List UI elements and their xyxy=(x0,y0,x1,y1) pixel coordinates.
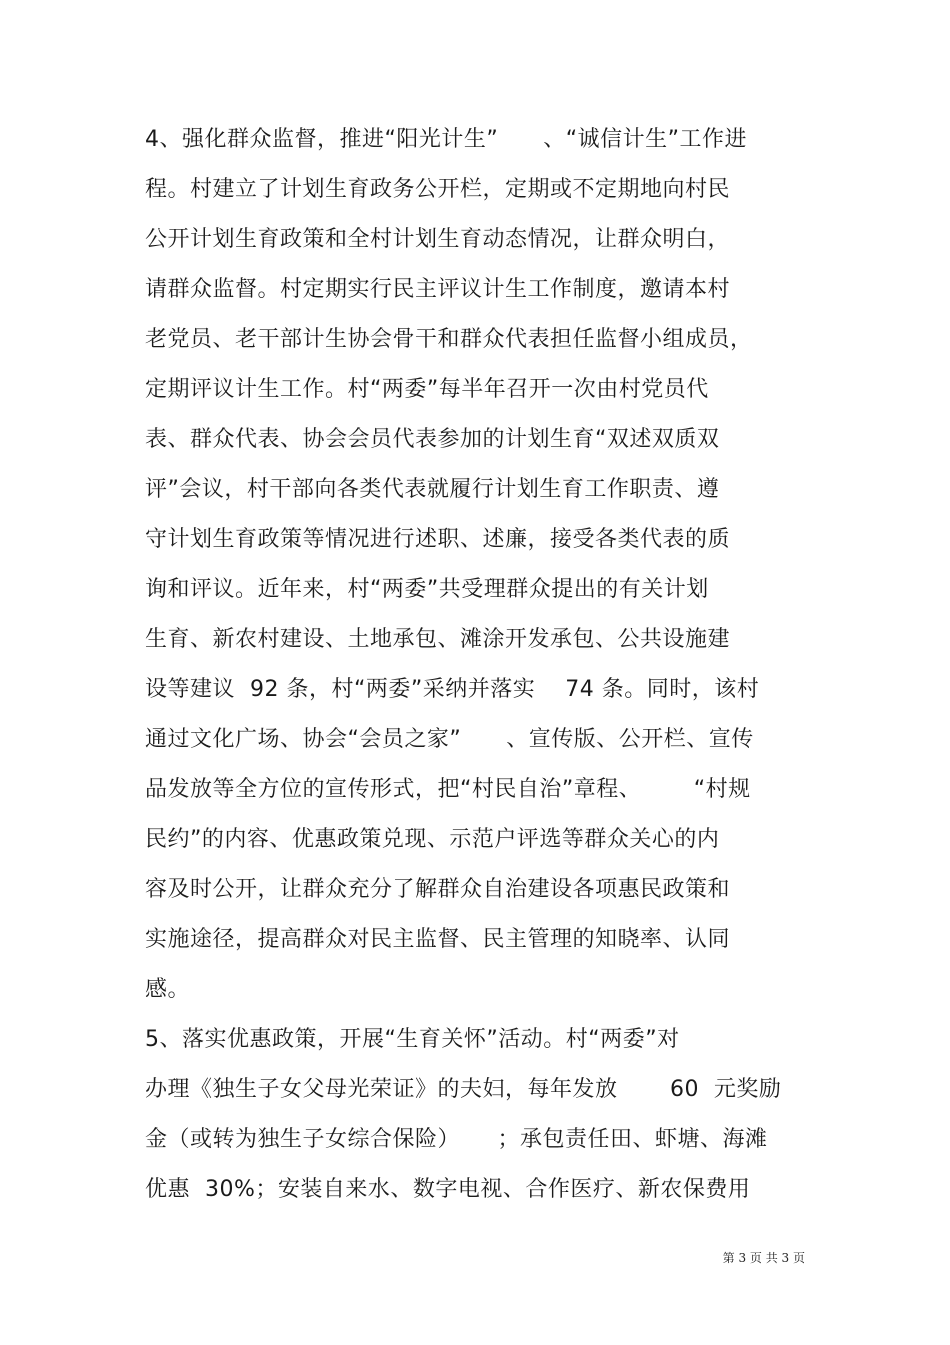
text-line: 请群众监督。村定期实行民主评议计生工作制度，邀请本村 xyxy=(145,277,731,302)
text-line: 生育、新农村建设、土地承包、滩涂开发承包、公共设施建 xyxy=(145,627,731,652)
text-line: 通过文化广场、协会“会员之家” 、宣传版、公开栏、宣传 xyxy=(145,727,754,752)
text-line: 公开计划生育政策和全村计划生育动态情况，让群众明白， xyxy=(145,227,731,252)
text-line: 品发放等全方位的宣传形式，把“村民自治”章程、 “村规 xyxy=(145,777,751,802)
text-line: 设等建议 92 条，村“两委”采纳并落实 74 条。同时，该村 xyxy=(145,677,760,702)
text-line: 老党员、老干部计生协会骨干和群众代表担任监督小组成员， xyxy=(145,327,753,352)
text-line: 表、群众代表、协会会员代表参加的计划生育“双述双质双 xyxy=(145,427,720,452)
text-line: 感。 xyxy=(145,977,191,1002)
text-line: 程。村建立了计划生育政务公开栏，定期或不定期地向村民 xyxy=(145,177,731,202)
text-line: 民约”的内容、优惠政策兑现、示范户评选等群众关心的内 xyxy=(145,827,720,852)
text-line: 4、强化群众监督，推进“阳光计生” 、“诚信计生”工作进 xyxy=(145,127,748,152)
text-line: 办理《独生子女父母光荣证》的夫妇，每年发放 60 元奖励 xyxy=(145,1077,782,1102)
text-line: 5、落实优惠政策，开展“生育关怀”活动。村“两委”对 xyxy=(145,1027,680,1052)
text-line: 容及时公开，让群众充分了解群众自治建设各项惠民政策和 xyxy=(145,877,731,902)
text-line: 评”会议，村干部向各类代表就履行计划生育工作职责、遵 xyxy=(145,477,720,502)
text-line: 守计划生育政策等情况进行述职、述廉，接受各类代表的质 xyxy=(145,527,731,552)
text-line: 定期评议计生工作。村“两委”每半年召开一次由村党员代 xyxy=(145,377,709,402)
text-line: 金（或转为独生子女综合保险） ；承包责任田、虾塘、海滩 xyxy=(145,1127,768,1152)
text-line: 实施途径，提高群众对民主监督、民主管理的知晓率、认同 xyxy=(145,927,731,952)
page-number-footer: 第 3 页 共 3 页 xyxy=(722,1251,805,1265)
text-line: 询和评议。近年来，村“两委”共受理群众提出的有关计划 xyxy=(145,577,709,602)
text-line: 优惠 30%；安装自来水、数字电视、合作医疗、新农保费用 xyxy=(145,1177,751,1202)
